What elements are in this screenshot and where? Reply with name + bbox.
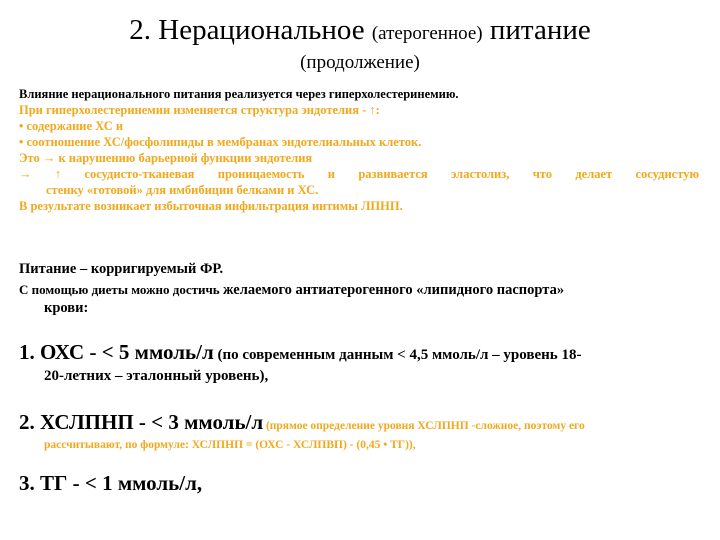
title-part2: (атерогенное) bbox=[371, 23, 483, 44]
item2-note: (прямое определение уровня ХСЛПНП -сложное, поэтому его bbox=[265, 420, 585, 432]
item2-lead: 2. ХСЛПНП - < 3 ммоль/л bbox=[19, 410, 264, 434]
item1-lead: 1. ОХС - < 5 ммоль/л bbox=[19, 340, 214, 364]
block1-line5: Это → к нарушению барьерной функции эндотелия bbox=[19, 151, 313, 165]
text-block-endothelium bbox=[19, 86, 699, 214]
section2-line1-small: С помощью диеты можно достичь bbox=[19, 282, 220, 297]
section2-heading: Питание – корригируемый ФР. bbox=[19, 261, 224, 277]
target-item-2 bbox=[19, 410, 704, 452]
item1-note: (по современным данным < 4,5 ммоль/л – уровень 18- bbox=[217, 347, 582, 363]
item2-cont: рассчитывают, по формуле: ХСЛПНП = (ОХС - ХСЛПВП) - (0,45 • ТГ)), bbox=[44, 439, 416, 451]
item1-cont: 20-летних – эталонный уровень), bbox=[44, 368, 269, 384]
slide-title bbox=[0, 12, 720, 52]
block1-line7: стенку «готовой» для имбибиции белками и ХС. bbox=[46, 183, 319, 197]
target-item-1 bbox=[19, 342, 704, 387]
block1-line3: • содержание ХС и bbox=[19, 119, 124, 133]
item3-lead: 3. ТГ - < 1 ммоль/л, bbox=[19, 471, 203, 495]
block1-line1: Влияние нерационального питания реализуется через гиперхолестеринемию. bbox=[19, 87, 459, 101]
title-part3: питание bbox=[489, 14, 591, 46]
title-part1: 2. Нерациональное bbox=[129, 14, 365, 46]
slide-subtitle: (продолжение) bbox=[300, 52, 420, 73]
block1-line4: • соотношение ХС/фосфолипиды в мембранах эндотелиальных клеток. bbox=[19, 135, 422, 149]
target-item-3 bbox=[19, 470, 704, 496]
block1-line6: → ↑ сосудисто-тканевая проницаемость и развивается эластолиз, что делает сосудистую bbox=[19, 167, 699, 181]
block1-line2: При гиперхолестеринемии изменяется структура эндотелия - ↑: bbox=[19, 103, 380, 117]
section2-line2: крови: bbox=[44, 300, 89, 316]
block1-line8: В результате возникает избыточная инфильтрация интимы ЛПНП. bbox=[19, 199, 403, 213]
section2-line1-big: желаемого антиатерогенного «липидного паспорта» bbox=[222, 282, 565, 298]
section2-text bbox=[19, 281, 699, 317]
